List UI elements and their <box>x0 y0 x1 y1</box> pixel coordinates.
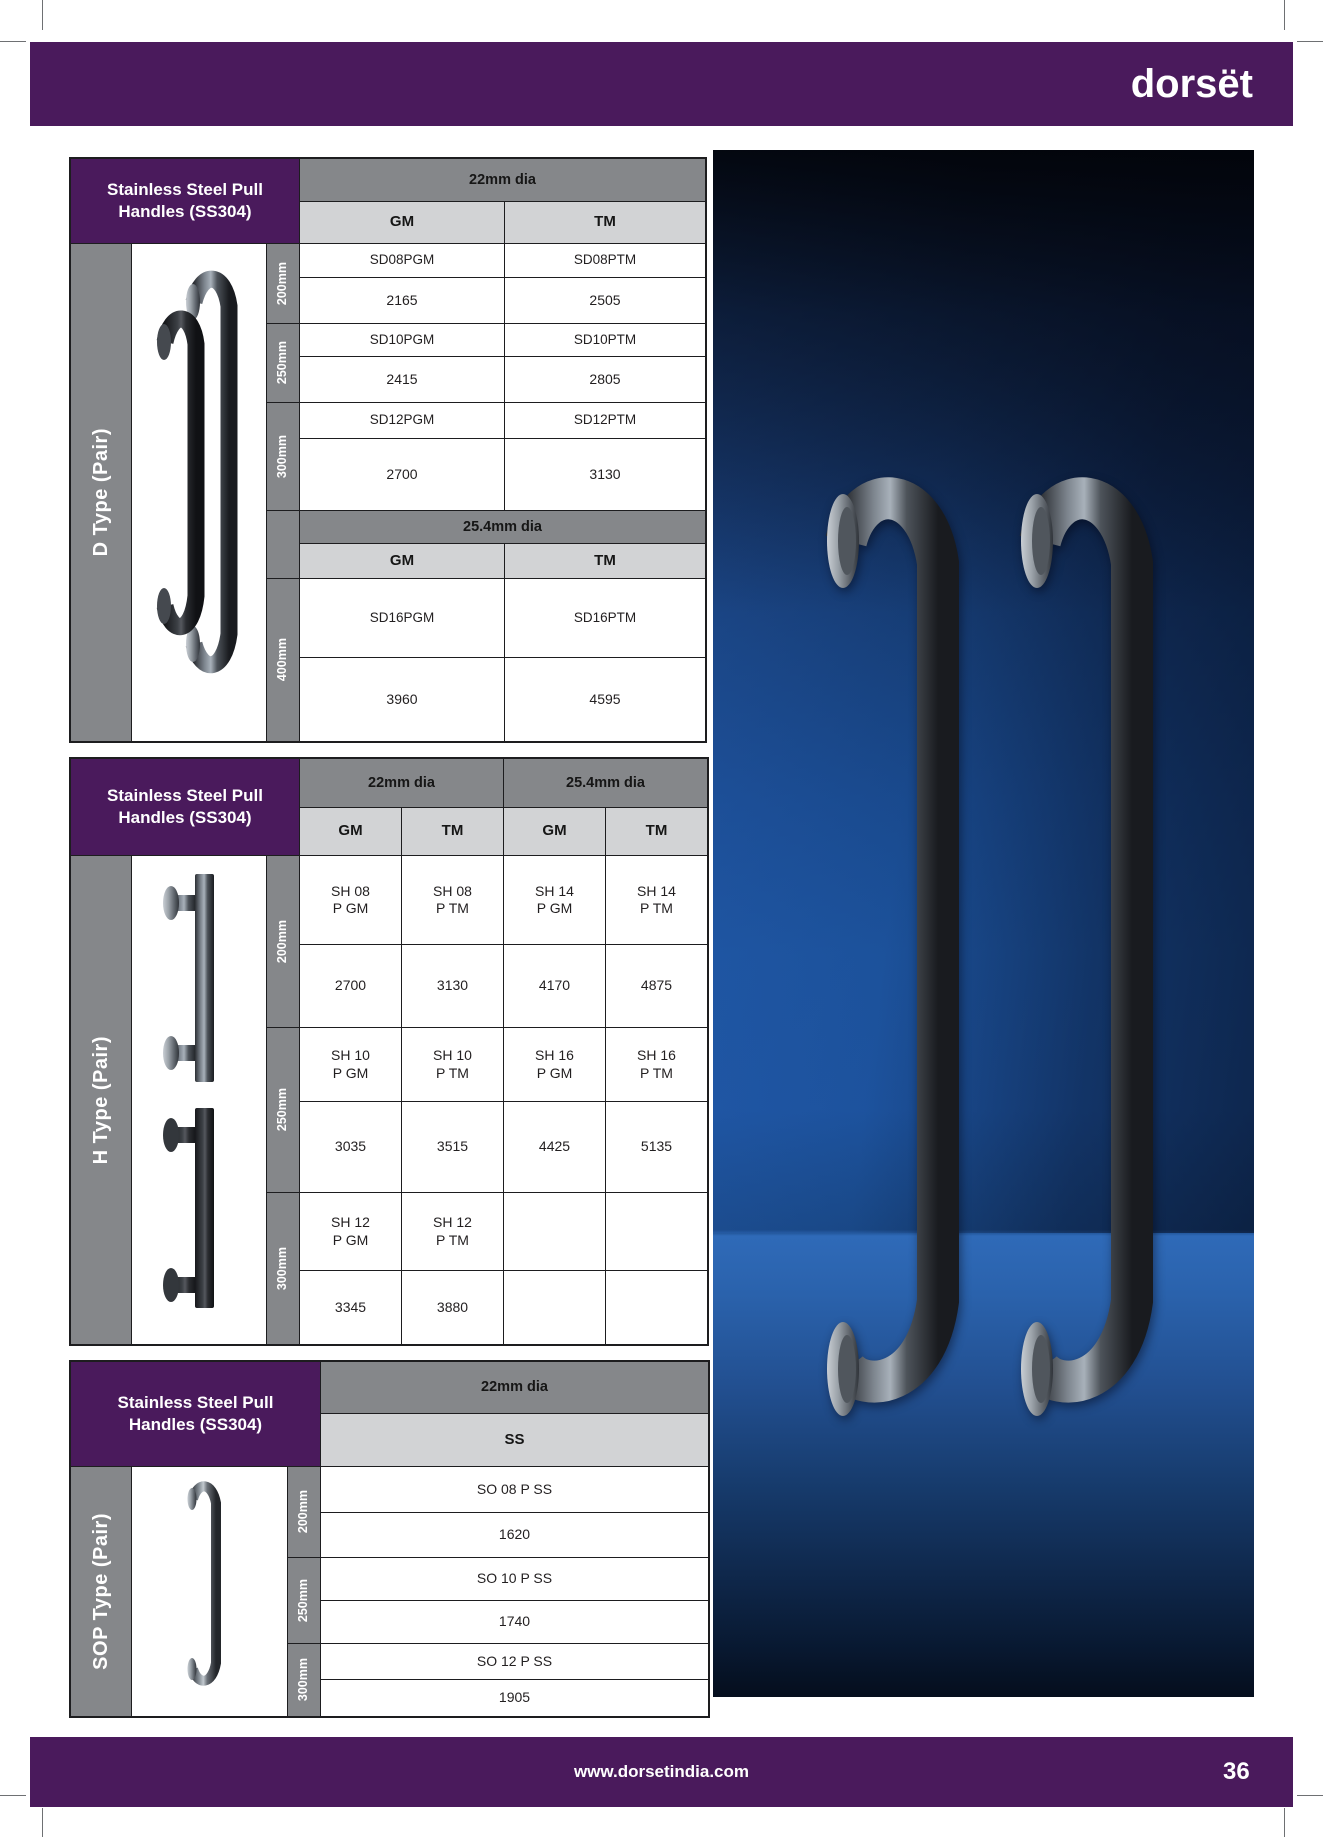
pull-handle-photo-right <box>1006 445 1186 1425</box>
brand-logo: dorsët <box>1130 62 1253 106</box>
code-line: SH 14 <box>637 882 676 899</box>
code-line: SH 10 <box>331 1047 370 1063</box>
price-cell: 3960 <box>300 658 504 741</box>
crop-mark <box>0 41 26 42</box>
product-code-cell: SD16PTM <box>505 579 705 657</box>
product-image-sop-type <box>132 1467 287 1716</box>
price-cell: 4170 <box>504 945 605 1027</box>
table-d-type <box>69 157 707 743</box>
code-line: SH 12 <box>433 1214 472 1230</box>
empty-cell <box>606 1271 707 1344</box>
product-code-cell: SD08PGM <box>300 244 504 277</box>
dia-header-22mm: 22mm dia <box>300 159 705 201</box>
product-code-cell <box>300 1028 401 1101</box>
price-cell: 4875 <box>606 945 707 1027</box>
code-line: P GM <box>332 1064 369 1081</box>
crop-mark <box>1297 1795 1323 1796</box>
price-cell: 2700 <box>300 945 401 1027</box>
product-code-cell: SO 10 P SS <box>321 1558 708 1600</box>
product-code-cell: SO 12 P SS <box>321 1644 708 1679</box>
price-cell: 4595 <box>505 658 705 741</box>
price-cell: 1740 <box>321 1601 708 1643</box>
product-code-cell <box>402 856 503 944</box>
table-title-line2: Handles (SS304) <box>118 202 252 221</box>
code-line: SH 10 <box>433 1047 472 1063</box>
col-header-gm: GM <box>300 202 504 243</box>
size-label-400mm: 400mm <box>267 579 299 741</box>
price-cell: 3515 <box>402 1102 503 1192</box>
sop-handle-illustration <box>132 1467 287 1716</box>
crop-mark <box>1297 41 1323 42</box>
crop-mark <box>1284 1808 1285 1837</box>
code-line: P GM <box>332 900 369 916</box>
product-code-cell: SD10PGM <box>300 324 504 356</box>
col-header-ss: SS <box>321 1414 708 1466</box>
col-header-gm: GM <box>300 544 504 578</box>
crop-mark <box>1284 0 1285 30</box>
product-code-cell: SD16PGM <box>300 579 504 657</box>
code-line: SH 08 <box>331 882 370 899</box>
website-url: www.dorsetindia.com <box>573 1762 750 1781</box>
pull-handle-photo-left <box>812 445 992 1425</box>
footer-bar <box>30 1737 1293 1807</box>
code-line: SH 16 <box>535 1047 574 1063</box>
table-title-line2: Handles (SS304) <box>128 1415 263 1434</box>
product-code-cell <box>300 856 401 944</box>
price-cell: 2805 <box>505 357 705 402</box>
product-code-cell: SD12PGM <box>300 403 504 438</box>
dia-header-25mm: 25.4mm dia <box>504 759 707 807</box>
col-header-gm: GM <box>504 808 605 855</box>
code-line: P GM <box>536 1064 573 1081</box>
size-label-250mm: 250mm <box>288 1558 320 1643</box>
code-line: P GM <box>536 900 573 916</box>
size-label-200mm: 200mm <box>288 1467 320 1557</box>
col-header-tm: TM <box>505 544 705 578</box>
price-cell: 3880 <box>402 1271 503 1344</box>
price-cell: 2415 <box>300 357 504 402</box>
spacer-cell <box>267 511 299 578</box>
product-code-cell: SD12PTM <box>505 403 705 438</box>
price-cell: 1905 <box>321 1680 708 1716</box>
price-cell: 2505 <box>505 278 705 323</box>
product-image-d-type <box>132 244 266 741</box>
product-code-cell <box>606 856 707 944</box>
size-label-300mm: 300mm <box>267 403 299 510</box>
product-code-cell <box>402 1028 503 1101</box>
price-cell: 1620 <box>321 1513 708 1557</box>
empty-cell <box>606 1193 707 1270</box>
col-header-tm: TM <box>505 202 705 243</box>
side-label-d-type: D Type (Pair) <box>71 244 131 741</box>
table-title <box>71 759 299 855</box>
size-label-300mm: 300mm <box>267 1193 299 1344</box>
col-header-tm: TM <box>402 808 503 855</box>
table-title <box>71 159 299 243</box>
code-line: P TM <box>436 1064 469 1081</box>
crop-mark <box>0 1795 26 1796</box>
price-cell: 3345 <box>300 1271 401 1344</box>
code-line: P TM <box>436 900 469 916</box>
size-label-250mm: 250mm <box>267 1028 299 1192</box>
d-handle-illustration <box>132 244 266 741</box>
header-banner <box>30 42 1293 126</box>
dia-header-22mm: 22mm dia <box>300 759 503 807</box>
code-line: P TM <box>640 900 673 916</box>
size-label-300mm: 300mm <box>288 1644 320 1716</box>
product-code-cell <box>402 1193 503 1270</box>
code-line: SH 12 <box>331 1214 370 1230</box>
col-header-gm: GM <box>300 808 401 855</box>
price-cell: 2165 <box>300 278 504 323</box>
empty-cell <box>504 1193 605 1270</box>
table-h-type <box>69 757 709 1346</box>
dia-header-25mm: 25.4mm dia <box>300 511 705 543</box>
table-title-line1: Stainless Steel Pull <box>107 179 263 199</box>
dia-header-22mm: 22mm dia <box>321 1362 708 1413</box>
product-code-cell <box>504 1028 605 1101</box>
side-label-sop-type: SOP Type (Pair) <box>71 1467 131 1716</box>
product-code-cell: SO 08 P SS <box>321 1467 708 1512</box>
product-image-h-type <box>132 856 266 1344</box>
price-cell: 3035 <box>300 1102 401 1192</box>
side-label-h-type: H Type (Pair) <box>71 856 131 1344</box>
price-cell: 3130 <box>402 945 503 1027</box>
product-code-cell <box>606 1028 707 1101</box>
table-title-line2: Handles (SS304) <box>118 808 252 827</box>
page-number: 36 <box>1223 1758 1250 1785</box>
price-cell: 2700 <box>300 439 504 510</box>
size-label-200mm: 200mm <box>267 244 299 323</box>
product-code-cell: SD10PTM <box>505 324 705 356</box>
price-cell: 5135 <box>606 1102 707 1192</box>
code-line: P TM <box>640 1064 673 1081</box>
product-code-cell <box>504 856 605 944</box>
product-code-cell <box>300 1193 401 1270</box>
table-title-line1: Stainless Steel Pull <box>107 785 263 805</box>
h-handle-illustration <box>132 856 266 1344</box>
product-code-cell: SD08PTM <box>505 244 705 277</box>
crop-mark <box>42 1808 43 1837</box>
table-title <box>71 1362 320 1466</box>
crop-mark <box>42 0 43 30</box>
col-header-tm: TM <box>606 808 707 855</box>
code-line: SH 16 <box>637 1047 676 1063</box>
price-cell: 3130 <box>505 439 705 510</box>
price-cell: 4425 <box>504 1102 605 1192</box>
code-line: P TM <box>436 1231 469 1248</box>
size-label-200mm: 200mm <box>267 856 299 1027</box>
table-sop-type <box>69 1360 710 1718</box>
table-title-line1: Stainless Steel Pull <box>117 1392 274 1412</box>
code-line: SH 14 <box>535 882 574 899</box>
empty-cell <box>504 1271 605 1344</box>
code-line: SH 08 <box>433 882 472 899</box>
size-label-250mm: 250mm <box>267 324 299 402</box>
code-line: P GM <box>332 1231 369 1248</box>
